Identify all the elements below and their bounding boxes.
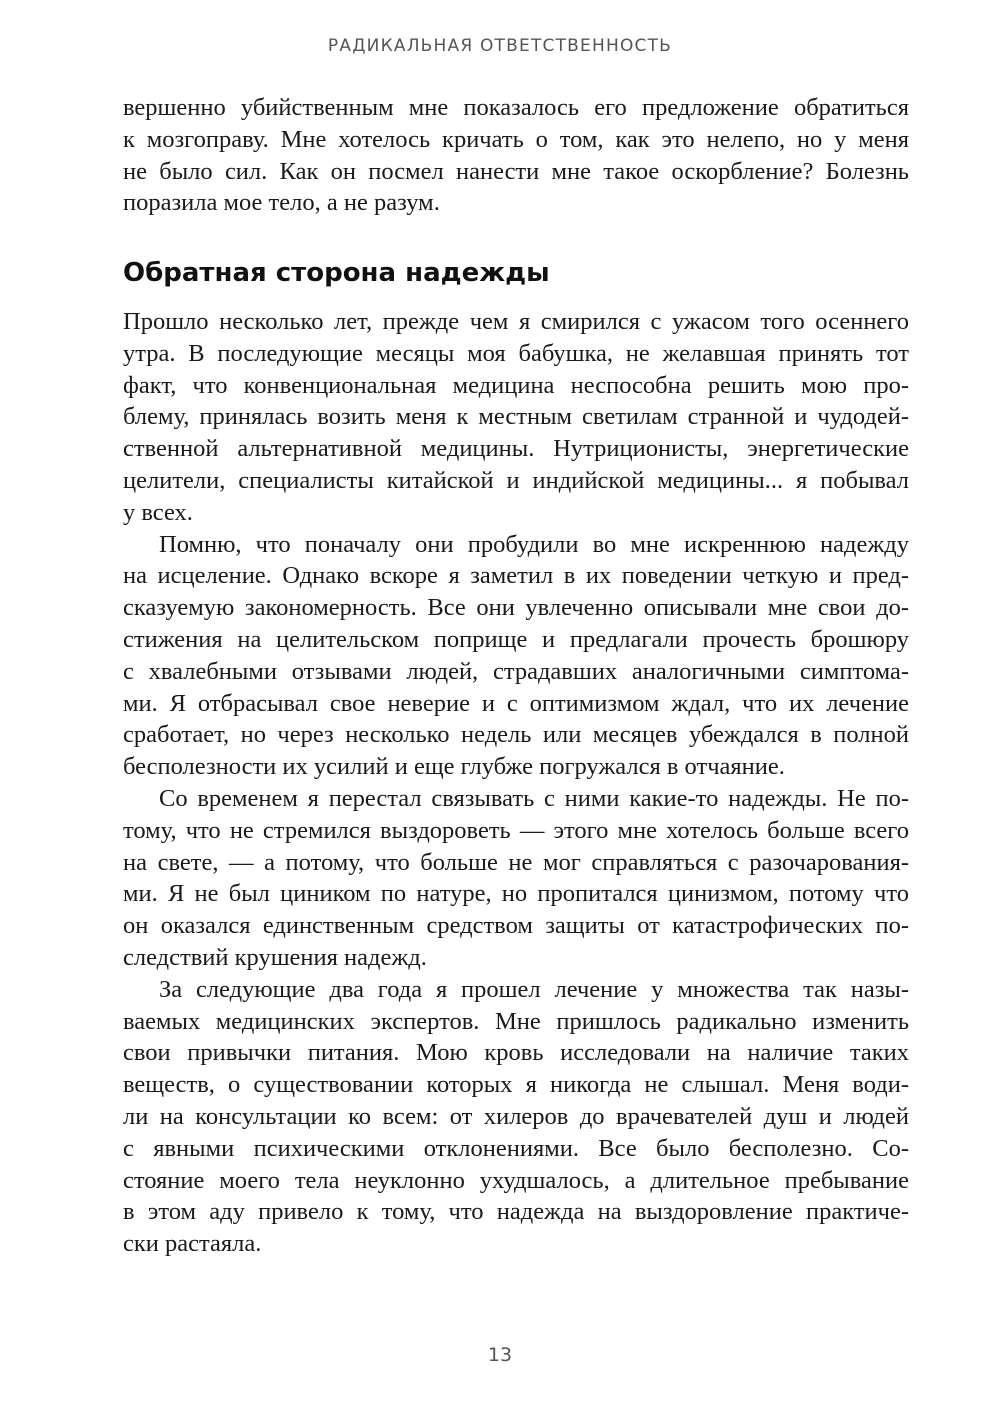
text-line: ски растаяла. — [123, 1230, 262, 1258]
text-line: стояние моего тела неуклонно ухудшалось, а длительное пребывание — [123, 1166, 909, 1194]
text-line: факт, что конвенциональная медицина неспособна решить мою про- — [123, 371, 909, 399]
text-line: Прошло несколько лет, прежде чем я смирился с ужасом того осеннего — [123, 308, 909, 335]
text-line: За следующие два года я прошел лечение у множества так назы- — [159, 975, 909, 1003]
running-header: РАДИКАЛЬНАЯ ОТВЕТСТВЕННОСТЬ — [327, 36, 673, 56]
text-line: бесполезности их усилий и еще глубже погружался в отчаяние. — [123, 753, 785, 781]
page-number: 13 — [487, 1344, 513, 1366]
text-line: свои привычки питания. Мою кровь исследовали на наличие таких — [123, 1039, 909, 1067]
text-line: не было сил. Как он посмел нанести мне такое оскорбление? Болезнь — [123, 157, 909, 185]
text-line: с хвалебными отзывами людей, страдавших аналогичными симптома- — [123, 657, 909, 685]
text-line: стижения на целительском поприще и предлагали прочесть брошюру — [123, 625, 909, 653]
text-line: сработает, но через несколько недель или месяцев убеждался в полной — [123, 721, 909, 749]
text-line: целители, специалисты китайской и индийской медицины... я побывал — [123, 466, 909, 494]
body-text — [123, 306, 909, 1260]
text-line: к мозгоправу. Мне хотелось кричать о том, как это нелепо, но у меня — [123, 125, 909, 153]
text-line: блему, принялась возить меня к местным светилам странной и чудодей- — [123, 403, 909, 431]
text-line: Со временем я перестал связывать с ними какие-то надежды. Не по- — [159, 784, 909, 812]
text-line: ваемых медицинских экспертов. Мне пришлось радикально изменить — [123, 1007, 909, 1035]
text-line: с явными психическими отклонениями. Все было бесполезно. Со- — [123, 1134, 909, 1162]
text-line: у всех. — [123, 498, 193, 526]
text-line: ми. Я не был циником по натуре, но пропитался цинизмом, потому что — [123, 880, 909, 908]
text-line: в этом аду привело к тому, что надежда на выздоровление практиче- — [123, 1198, 909, 1226]
text-line: утра. В последующие месяцы моя бабушка, не желавшая принять тот — [123, 339, 909, 367]
paragraph — [123, 974, 909, 1260]
text-line: ли на консультации ко всем: от хилеров до врачевателей душ и людей — [123, 1102, 909, 1130]
text-line: вершенно убийственным мне показалось его предложение обратиться — [123, 94, 909, 121]
text-line: тому, что не стремился выздороветь — этого мне хотелось больше всего — [123, 816, 909, 844]
text-line: веществ, о существовании которых я никогда не слышал. Меня води- — [123, 1071, 909, 1099]
paragraph — [123, 306, 909, 529]
text-line: ственной альтернативной медицины. Нутриционисты, энергетические — [123, 435, 909, 463]
intro-paragraph — [123, 92, 909, 219]
section-heading: Обратная сторона надежды — [123, 258, 550, 288]
paragraph — [123, 529, 909, 783]
text-line: поразила мое тело, а не разум. — [123, 189, 440, 217]
text-line: он оказался единственным средством защиты от катастрофических по- — [123, 912, 909, 940]
text-line: сказуемую закономерность. Все они увлеченно описывали мне свои до- — [123, 594, 909, 622]
text-line: следствий крушения надежд. — [123, 943, 427, 971]
text-line: на исцеление. Однако вскоре я заметил в их поведении четкую и пред- — [123, 562, 909, 590]
paragraph — [123, 783, 909, 974]
text-line: ми. Я отбрасывал свое неверие и с оптимизмом ждал, что их лечение — [123, 689, 909, 717]
text-line: Помню, что поначалу они пробудили во мне искреннюю надежду — [159, 530, 909, 558]
text-line: на свете, — а потому, что больше не мог справляться с разочарования- — [123, 848, 909, 876]
